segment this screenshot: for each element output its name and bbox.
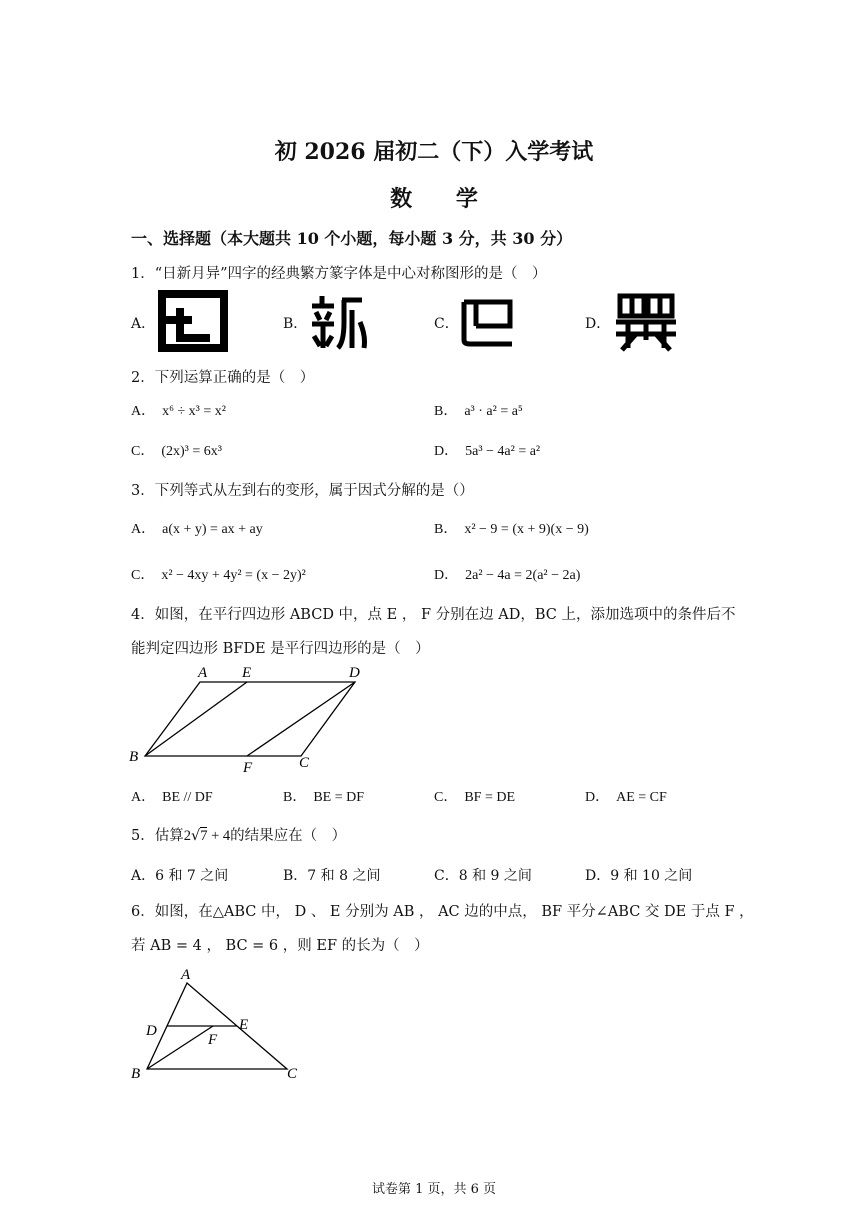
label-b: B	[131, 1066, 141, 1082]
question-6-stem-line-2: 若 AB = 4 ， BC = 6 ，则 EF 的长为（ ）	[131, 938, 429, 954]
q1-option-d-label: D．	[585, 316, 611, 332]
question-1-stem: 1．“日新月异”四字的经典繁方篆字体是中心对称图形的是（ ）	[131, 266, 547, 282]
q2-option-c: C． (2x)³ = 6x³	[131, 444, 222, 459]
q4-option-c: C． BF = DE	[434, 790, 516, 805]
label-b: B	[129, 749, 139, 765]
sqrt-icon: √	[190, 828, 201, 844]
exam-title: 初 2026 届初二（下）入学考试	[274, 139, 594, 165]
q5-expr-coef: 2	[183, 828, 191, 844]
question-2-stem: 2．下列运算正确的是（ ）	[131, 370, 315, 386]
subject-title: 数 学	[390, 186, 496, 212]
label-f: F	[243, 760, 253, 775]
parallelogram-abcd	[145, 682, 355, 756]
segment-fd	[247, 682, 355, 756]
q5-expr-rest: + 4	[207, 828, 231, 844]
label-a: A	[181, 967, 191, 983]
question-3-stem: 3．下列等式从左到右的变形，属于因式分解的是（）	[131, 483, 474, 499]
label-e: E	[242, 665, 252, 681]
q5-stem-prefix: 5．估算	[131, 828, 184, 844]
q4-option-d: D． AE = CF	[585, 790, 667, 805]
q3-option-c: C． x² − 4xy + 4y² = (x − 2y)²	[131, 568, 306, 583]
seal-yue-icon	[460, 298, 516, 348]
seal-xin-icon	[308, 292, 368, 352]
q1-option-c-label: C．	[434, 316, 459, 332]
q5-stem-suffix: 的结果应在（ ）	[230, 828, 347, 844]
question-5-stem	[131, 824, 346, 845]
segment-be	[145, 682, 247, 756]
label-c: C	[287, 1066, 298, 1082]
label-d: D	[349, 665, 360, 681]
triangle-figure	[125, 965, 310, 1085]
seal-yi-icon	[612, 290, 680, 354]
q4-option-b: B． BE = DF	[283, 790, 365, 805]
q5-option-a: A．6 和 7 之间	[131, 868, 229, 884]
seal-ri-icon	[158, 290, 228, 352]
label-c: C	[299, 755, 310, 771]
label-d: D	[146, 1023, 157, 1039]
q5-expr-radicand: 7	[200, 828, 208, 844]
parallelogram-figure	[125, 660, 375, 775]
q1-option-b-label: B．	[283, 316, 308, 332]
label-e: E	[239, 1017, 249, 1033]
section-heading: 一、选择题（本大题共 10 个小题，每小题 3 分，共 30 分）	[131, 229, 573, 248]
q5-option-d: D．9 和 10 之间	[585, 868, 693, 884]
label-f: F	[208, 1032, 218, 1048]
q2-option-b: B． a³ · a² = a⁵	[434, 404, 523, 419]
q1-option-a-label: A．	[131, 316, 156, 332]
q4-option-a: A． BE // DF	[131, 790, 213, 805]
q2-option-a: A． x⁶ ÷ x³ = x²	[131, 404, 226, 419]
q3-option-b: B． x² − 9 = (x + 9)(x − 9)	[434, 522, 589, 537]
q2-option-d: D． 5a³ − 4a² = a²	[434, 444, 541, 459]
question-6-stem-line-1: 6．如图，在△ABC 中， D 、 E 分别为 AB ， AC 边的中点， BF 平分∠ABC 交 DE 于点 F ，	[131, 904, 754, 920]
q5-option-c: C．8 和 9 之间	[434, 868, 532, 884]
label-a: A	[198, 665, 208, 681]
q5-option-b: B．7 和 8 之间	[283, 868, 381, 884]
q3-option-a: A． a(x + y) = ax + ay	[131, 522, 263, 537]
question-4-stem-line-1: 4．如图，在平行四边形 ABCD 中，点 E ， F 分别在边 AD，BC 上，添加选项中的条件后不	[131, 607, 736, 623]
page-footer: 试卷第 1 页，共 6 页	[371, 1182, 497, 1197]
question-4-stem-line-2: 能判定四边形 BFDE 是平行四边形的是（ ）	[131, 641, 430, 657]
q3-option-d: D． 2a² − 4a = 2(a² − 2a)	[434, 568, 581, 583]
